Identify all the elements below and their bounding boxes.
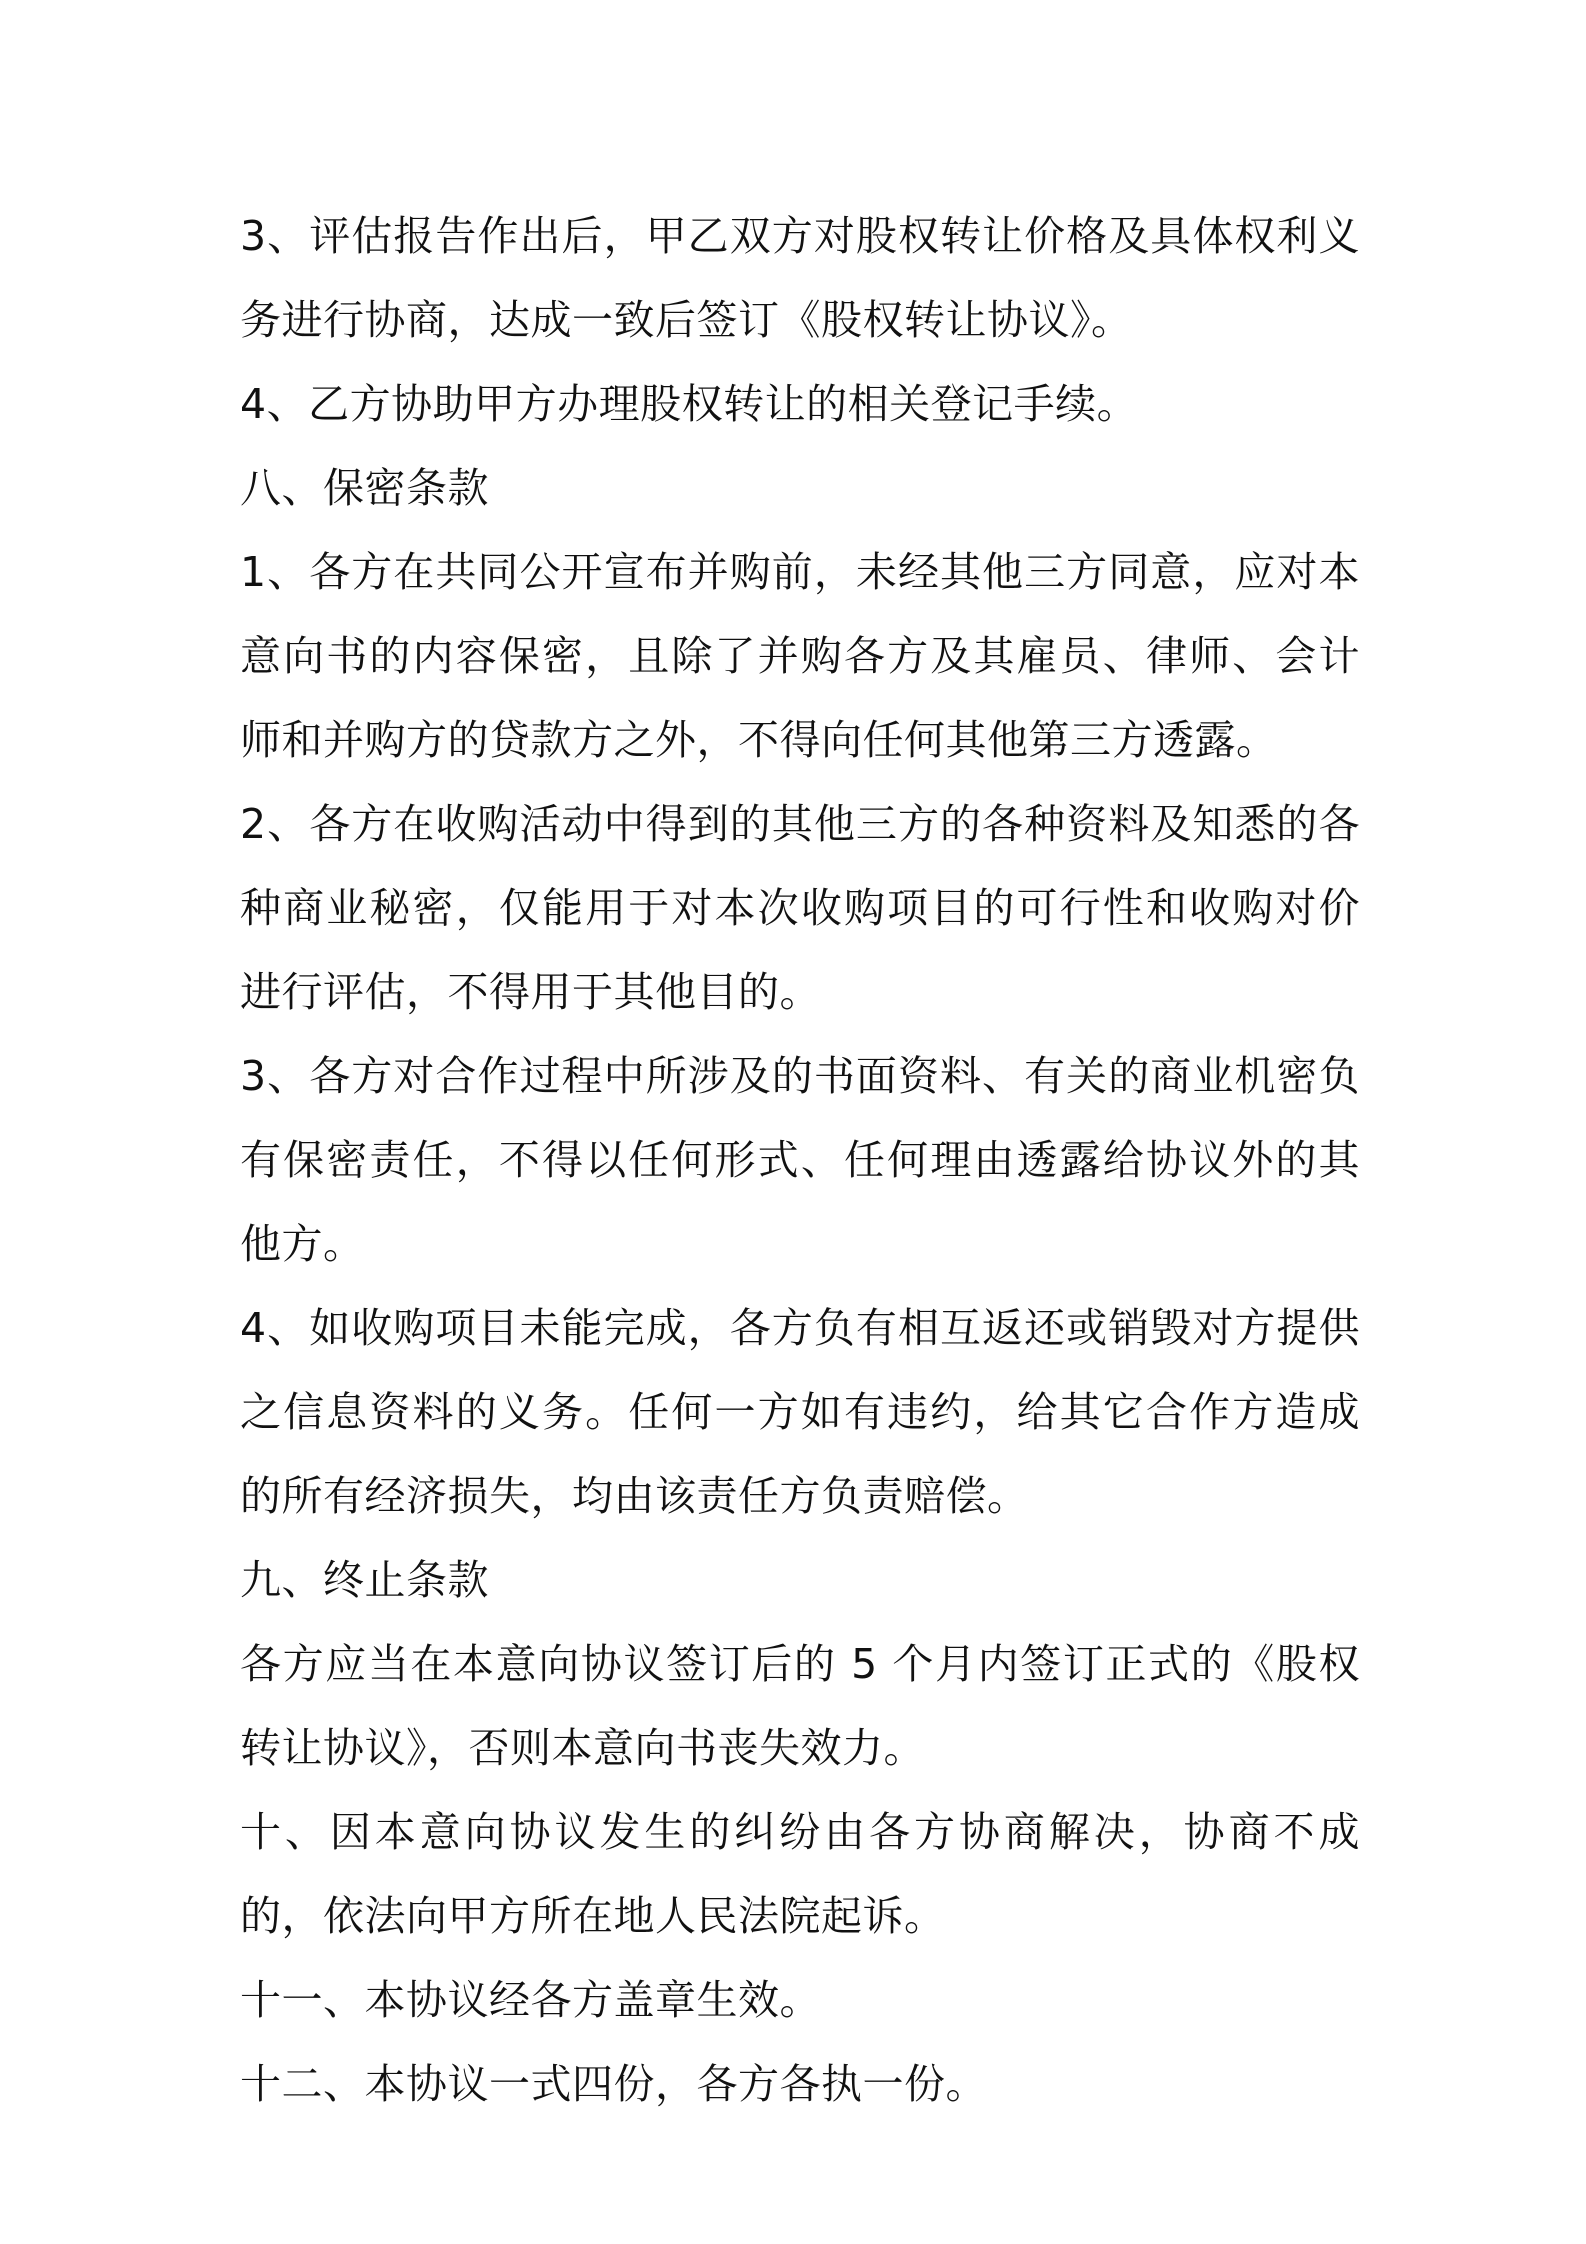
clause-10: 十、因本意向协议发生的纠纷由各方协商解决，协商不成的，依法向甲方所在地人民法院起诉。: [240, 1808, 1360, 1940]
section-heading-confidentiality: 八、保密条款: [240, 464, 489, 512]
clause-12: 十二、本协议一式四份，各方各执一份。: [240, 2060, 987, 2108]
clause-7-4: 4、乙方协助甲方办理股权转让的相关登记手续。: [240, 380, 1139, 428]
clause-7-3: 3、评估报告作出后，甲乙双方对股权转让价格及具体权利义务进行协商，达成一致后签订《股权转让协议》。: [240, 212, 1360, 344]
clause-8-2: 2、各方在收购活动中得到的其他三方的各种资料及知悉的各种商业秘密，仅能用于对本次收购项目的可行性和收购对价进行评估，不得用于其他目的。: [240, 800, 1360, 1016]
clause-9-body: 各方应当在本意向协议签订后的 5 个月内签订正式的《股权转让协议》，否则本意向书丧失效力。: [240, 1640, 1360, 1772]
document-body: [240, 194, 1360, 2126]
clause-8-3: 3、各方对合作过程中所涉及的书面资料、有关的商业机密负有保密责任，不得以任何形式、任何理由透露给协议外的其他方。: [240, 1052, 1360, 1268]
clause-11: 十一、本协议经各方盖章生效。: [240, 1976, 821, 2024]
clause-8-4: 4、如收购项目未能完成，各方负有相互返还或销毁对方提供之信息资料的义务。任何一方如有违约，给其它合作方造成的所有经济损失，均由该责任方负责赔偿。: [240, 1304, 1360, 1520]
clause-8-1: 1、各方在共同公开宣布并购前，未经其他三方同意，应对本意向书的内容保密，且除了并购各方及其雇员、律师、会计师和并购方的贷款方之外，不得向任何其他第三方透露。: [240, 548, 1360, 764]
section-heading-termination: 九、终止条款: [240, 1556, 489, 1604]
